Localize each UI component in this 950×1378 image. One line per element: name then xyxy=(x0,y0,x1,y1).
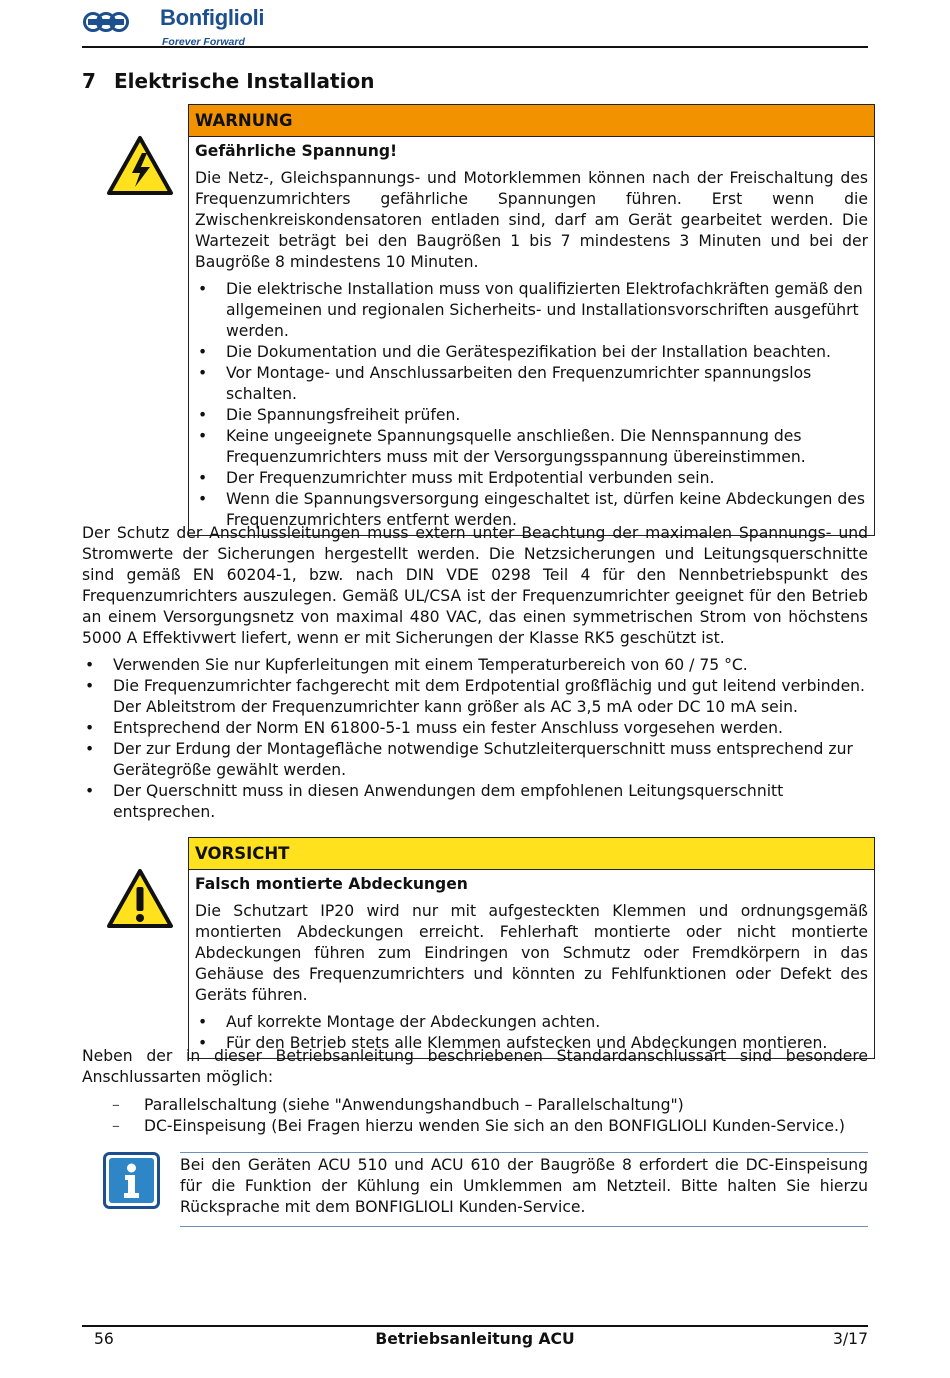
caution-label: VORSICHT xyxy=(189,838,874,870)
list-item: • Die Dokumentation und die Gerätespezifikation bei der Installation beachten. xyxy=(195,342,868,363)
high-voltage-warning-icon xyxy=(106,135,174,197)
list-item: • Für den Betrieb stets alle Klemmen aufstecken und Abdeckungen montieren. xyxy=(195,1033,868,1054)
warning-list xyxy=(195,279,868,531)
caution-text: Die Schutzart IP20 wird nur mit aufgesteckten Klemmen und ordnungsgemäß montierten Abdeckungen erreicht. Fehlerhaft montierte oder nicht montierte Abdeckungen führen zum Eindringen von Schmutz oder Fremdkörpern in das Gehäuse des Frequenzumrichters und könnten zu Fehlfunktionen oder Defekt des Geräts führen. xyxy=(195,902,868,1004)
list-item: – Parallelschaltung (siehe "Anwendungshandbuch – Parallelschaltung") xyxy=(112,1095,868,1116)
list-item: • Der Frequenzumrichter muss mit Erdpotential verbunden sein. xyxy=(195,468,868,489)
chapter-title: Elektrische Installation xyxy=(114,69,375,93)
installation-list xyxy=(82,655,868,823)
document-version: 3/17 xyxy=(832,1330,868,1348)
list-item: • Der Querschnitt muss in diesen Anwendungen dem empfohlenen Leitungsquerschnitt entsprechen. xyxy=(82,781,868,823)
list-item: – DC-Einspeisung (Bei Fragen hierzu wenden Sie sich an den BONFIGLIOLI Kunden-Service.) xyxy=(112,1116,868,1137)
list-item: • Verwenden Sie nur Kupferleitungen mit einem Temperaturbereich von 60 / 75 °C. xyxy=(82,655,868,676)
brand-name: Bonfiglioli xyxy=(160,5,265,30)
list-item: • Entsprechend der Norm EN 61800-5-1 muss ein fester Anschluss vorgesehen werden. xyxy=(82,718,868,739)
page-footer xyxy=(82,1325,868,1349)
list-item: • Der zur Erdung der Montagefläche notwendige Schutzleiterquerschnitt muss entsprechend zur Gerätegröße gewählt werden. xyxy=(82,739,868,781)
page-number: 56 xyxy=(94,1330,114,1348)
warning-text: Die Netz-, Gleichspannungs- und Motorklemmen können nach der Freischaltung des Frequenzumrichters gefährliche Spannungen führen. Erst wenn die Zwischenkreiskondensatoren entladen sind, darf am Gerät gearbeitet werden. Die Wartezeit beträgt bei den Baugrößen 1 bis 7 mindestens 3 Minuten und bei der Baugröße 8 mindestens 10 Minuten. xyxy=(195,169,868,271)
connection-types-list xyxy=(112,1095,868,1137)
exclamation-warning-icon xyxy=(106,868,174,930)
list-item: • Auf korrekte Montage der Abdeckungen achten. xyxy=(195,1012,868,1033)
fuse-paragraph: Der Schutz der Anschlussleitungen muss extern unter Beachtung der maximalen Spannungs- und Stromwerte der Sicherungen hergestellt werden. Die Netzsicherungen und Leitungsquerschnitte sind gemäß EN 60204-1, bzw. nach DIN VDE 0298 Teil 4 für den Nennbetriebspunkt des Frequenzumrichters auszulegen. Gemäß UL/CSA ist der Frequenzumrichter geeignet für den Betrieb an einem Versorgungsnetz von maximal 480 VAC, das einen symmetrischen Strom von höchstens 5000 A Effektivwert liefert, wenn er mit Sicherungen der Klasse RK5 geschützt ist. xyxy=(82,524,868,647)
caution-title: Falsch montierte Abdeckungen xyxy=(195,875,468,893)
chapter-heading xyxy=(82,68,374,94)
list-item: • Die Spannungsfreiheit prüfen. xyxy=(195,405,868,426)
company-logo xyxy=(82,5,265,48)
warning-title: Gefährliche Spannung! xyxy=(195,142,398,160)
page-header xyxy=(82,5,868,48)
info-icon xyxy=(103,1152,160,1209)
connection-types-paragraph: Neben der in dieser Betriebsanleitung beschriebenen Standardanschlussart sind besondere Anschlussarten möglich: xyxy=(82,1047,868,1086)
chapter-number: 7 xyxy=(82,69,96,93)
document-title: Betriebsanleitung ACU xyxy=(375,1330,575,1348)
list-item: • Die elektrische Installation muss von qualifizierten Elektrofachkräften gemäß den allgemeinen und regionalen Sicherheits- und Installationsvorschriften ausgeführt werden. xyxy=(195,279,868,342)
list-item: • Keine ungeeignete Spannungsquelle anschließen. Die Nennspannung des Frequenzumrichters muss mit der Versorgungsspannung übereinstimmen. xyxy=(195,426,868,468)
brand-slogan: Forever Forward xyxy=(162,36,245,48)
bonfiglioli-logo-icon xyxy=(82,10,160,34)
warning-label: WARNUNG xyxy=(189,105,874,137)
caution-notice xyxy=(188,837,875,1059)
list-item: • Vor Montage- und Anschlussarbeiten den Frequenzumrichter spannungslos schalten. xyxy=(195,363,868,405)
info-note: Bei den Geräten ACU 510 und ACU 610 der Baugröße 8 erfordert die DC-Einspeisung für die Funktion der Kühlung ein Umklemmen am Netzteil. Bitte halten Sie hierzu Rücksprache mit dem BONFIGLIOLI Kunden-Service. xyxy=(180,1152,868,1227)
warning-notice xyxy=(188,104,875,536)
list-item: • Wenn die Spannungsversorgung eingeschaltet ist, dürfen keine Abdeckungen des Frequenzumrichters entfernt werden. xyxy=(195,489,868,531)
list-item: • Die Frequenzumrichter fachgerecht mit dem Erdpotential großflächig und gut leitend verbinden. Der Ableitstrom der Frequenzumrichter kann größer als AC 3,5 mA oder DC 10 mA sein. xyxy=(82,676,868,718)
